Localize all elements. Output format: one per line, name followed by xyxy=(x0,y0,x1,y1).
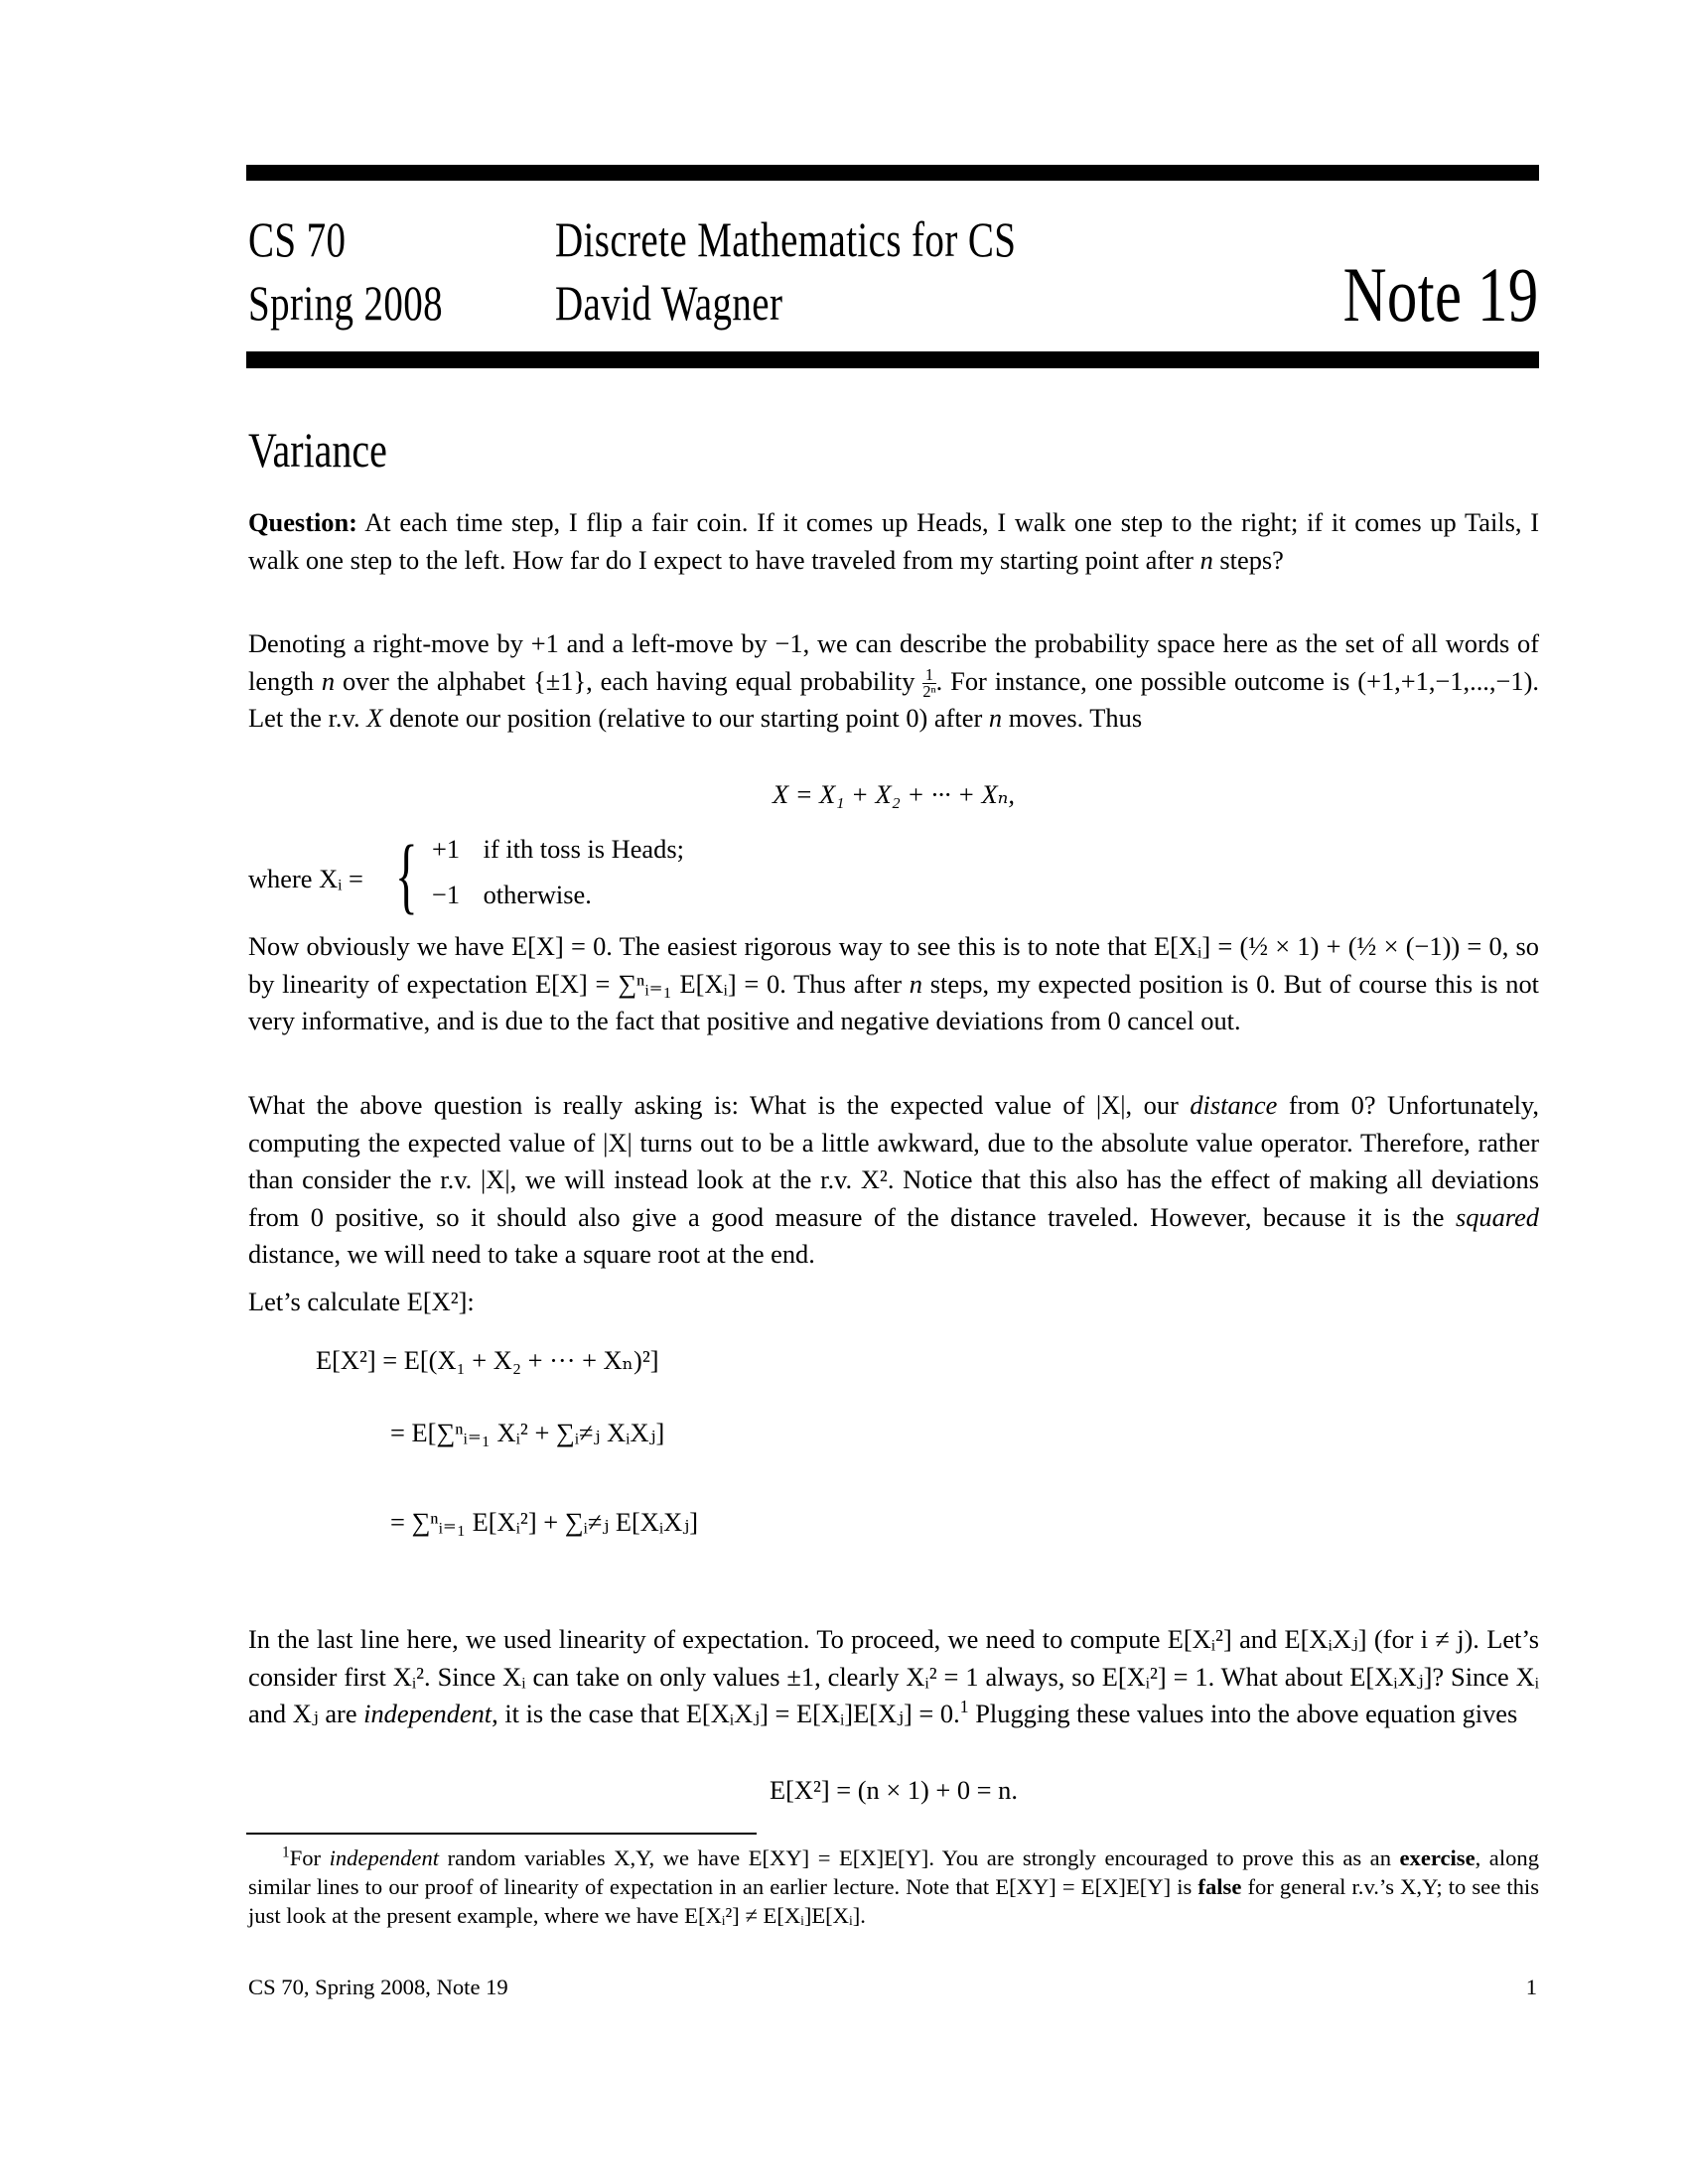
case-tails xyxy=(432,880,592,910)
var-n: n xyxy=(909,968,922,999)
text-span: , it is the case that E[XᵢXⱼ] = E[Xᵢ]E[Xⱼ] = 0. xyxy=(492,1699,960,1729)
section-title: Variance xyxy=(248,422,387,478)
text-span: Denoting a right-move by +1 and a left-move by −1, we can describe the probability space here as the set of all words of length xyxy=(248,628,1539,696)
text-span: In the last line here, we used linearity of expectation. To proceed, we need to compute E[Xᵢ²] and E[XᵢXⱼ] (for i ≠ j). Let’s consider first Xᵢ². Since Xᵢ can take on only values ±1, clearly Xᵢ² = 1 always, so E[Xᵢ²] = 1. What about E[XᵢXⱼ]? Since Xᵢ and Xⱼ are xyxy=(248,1624,1539,1729)
aligned-equation-line-2: = E[∑ⁿᵢ₌₁ Xᵢ² + ∑ᵢ≠ⱼ XᵢXⱼ] xyxy=(390,1418,665,1447)
instructor-name: David Wagner xyxy=(555,275,783,331)
var-X: X xyxy=(366,703,383,734)
var-n: n xyxy=(988,703,1003,734)
course-code: CS 70 xyxy=(248,211,347,267)
text-span: , along similar lines to our proof of linearity of expectation in an earlier lecture. Note that E[XY] = E[X]E[Y] is xyxy=(248,1845,1540,1899)
var-n: n xyxy=(321,665,336,696)
case-heads xyxy=(432,834,684,865)
bold-exercise: exercise xyxy=(1399,1845,1476,1870)
paragraph-compute-terms xyxy=(248,1621,1539,1733)
bold-false: false xyxy=(1197,1874,1242,1899)
case-condition: otherwise. xyxy=(483,880,592,909)
text-span: For xyxy=(289,1845,322,1870)
aligned-equation-line-1: E[X²] = E[(X₁ + X₂ + ··· + Xₙ)²] xyxy=(316,1345,659,1375)
text-span: random variables X,Y, we have E[XY] = E[X]E[Y]. You are strongly encouraged to prove this as an xyxy=(447,1845,1391,1870)
footnote xyxy=(248,1843,1539,1930)
text-span: steps, my expected position is 0. But of course this is not very informative, and is due to the fact that positive and negative deviations from 0 cancel out. xyxy=(248,968,1539,1036)
equation-sum-of-steps: X = X₁ + X₂ + ··· + Xₙ, xyxy=(773,779,1015,809)
footnote-rule xyxy=(246,1833,757,1835)
equation-final-result: E[X²] = (n × 1) + 0 = n. xyxy=(770,1775,1018,1805)
emphasis-squared: squared xyxy=(1455,1201,1539,1232)
cases-label: where Xᵢ = xyxy=(248,864,363,893)
question-end: steps? xyxy=(1219,544,1284,575)
text-span: . For instance, one possible outcome is (+1,+1,−1,...,−1). Let the r.v. xyxy=(248,665,1539,734)
emphasis-independent: independent xyxy=(363,1699,492,1729)
text-span: distance, we will need to take a square root at the end. xyxy=(248,1239,815,1270)
footer-citation: CS 70, Spring 2008, Note 19 xyxy=(248,1975,508,1999)
calculate-intro: Let’s calculate E[X²]: xyxy=(248,1287,475,1316)
text-span: Plugging these values into the above equation gives xyxy=(975,1699,1518,1729)
case-condition: if ith toss is Heads; xyxy=(483,834,684,864)
text-span: over the alphabet {±1}, each having equal probability xyxy=(342,665,915,696)
text-span: from 0? Unfortunately, computing the expected value of |X| turns out to be a little awkward, due to the absolute value operator. Therefore, rather than consider the r.v. |X|, we will instead look at the r.v. X². Notice that this also has the effect of making all deviations from 0 positive, so it should also give a good measure of the distance traveled. However, because it is the xyxy=(248,1090,1539,1232)
left-brace-icon: { xyxy=(395,827,418,922)
note-label: Note 19 xyxy=(1342,251,1539,338)
question-text: At each time step, I flip a fair coin. If it comes up Heads, I walk one step to the right; if it comes up Tails, I walk one step to the left. How far do I expect to have traveled from my starting point after xyxy=(248,507,1539,575)
paragraph-probability-space xyxy=(248,625,1539,738)
fraction-numerator: 1 xyxy=(922,667,935,684)
header-bottom-rule xyxy=(246,351,1539,368)
case-value: +1 xyxy=(432,834,461,864)
question-paragraph xyxy=(248,504,1539,579)
text-span: denote our position (relative to our starting point 0) after xyxy=(388,703,983,734)
text-span: E[X] = 0. The easiest rigorous way to see this is to note that E[Xᵢ] = (½ × 1) + (½ × (−1)) = 0, so by linearity of expectation E[X] = ∑ⁿᵢ₌₁ E[Xᵢ] = 0. Thus after xyxy=(248,931,1540,999)
page-number: 1 xyxy=(1525,1975,1537,1999)
var-n: n xyxy=(1199,544,1213,575)
text-span: Now obviously we have xyxy=(248,931,504,961)
footnote-marker[interactable]: 1 xyxy=(959,1697,969,1717)
text-span: for general r.v.’s X,Y; to see this just look at the present example, where we have E[Xᵢ²] ≠ E[Xᵢ]E[Xᵢ]. xyxy=(248,1874,1540,1928)
paragraph-calculate xyxy=(248,1284,1539,1321)
header-top-rule xyxy=(246,165,1539,181)
fraction-one-over-two-n xyxy=(922,664,936,702)
course-title: Discrete Mathematics for CS xyxy=(555,211,1017,267)
paragraph-expectation-zero xyxy=(248,928,1539,1040)
question-label: Question: xyxy=(248,507,357,537)
emphasis-independent: independent xyxy=(329,1845,440,1870)
aligned-equation-line-3: = ∑ⁿᵢ₌₁ E[Xᵢ²] + ∑ᵢ≠ⱼ E[XᵢXⱼ] xyxy=(390,1507,698,1537)
footnote-number: 1 xyxy=(282,1843,290,1861)
text-span: moves. Thus xyxy=(1008,703,1143,734)
paragraph-distance xyxy=(248,1087,1539,1274)
case-value: −1 xyxy=(432,880,461,909)
course-term: Spring 2008 xyxy=(248,275,444,331)
fraction-denominator: 2ⁿ xyxy=(922,682,936,702)
emphasis-distance: distance xyxy=(1190,1090,1278,1120)
text-span: What the above question is really asking is: What is the expected value of |X|, our xyxy=(248,1090,1179,1120)
